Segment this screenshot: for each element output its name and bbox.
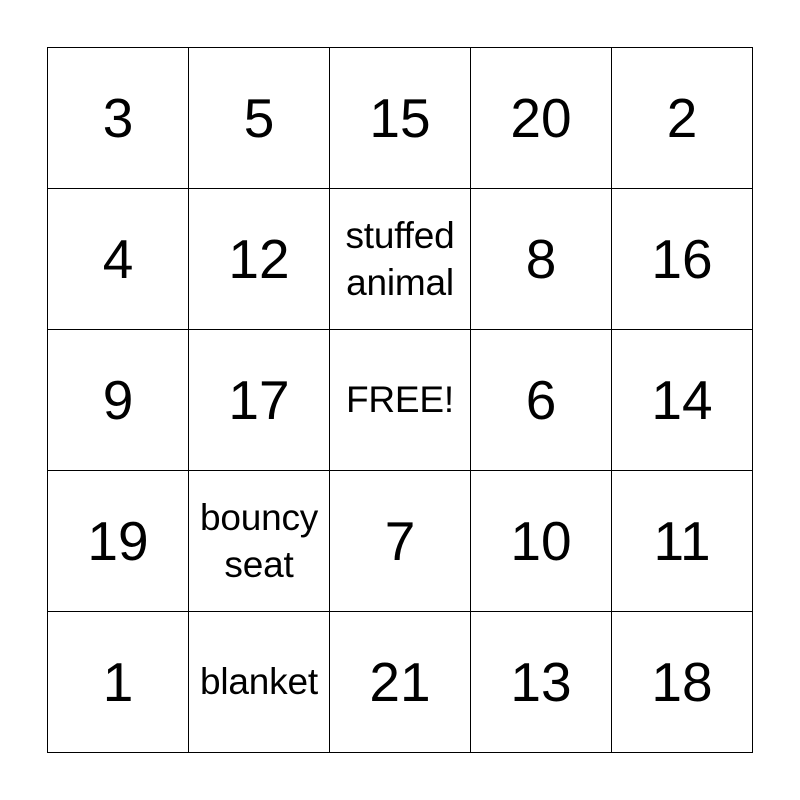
bingo-cell-r4c3[interactable]: 7 — [330, 471, 471, 612]
bingo-cell-r1c2[interactable]: 5 — [189, 48, 330, 189]
bingo-cell-r4c5[interactable]: 11 — [612, 471, 753, 612]
bingo-cell-r1c3[interactable]: 15 — [330, 48, 471, 189]
bingo-free-space[interactable]: FREE! — [330, 330, 471, 471]
bingo-cell-r2c5[interactable]: 16 — [612, 189, 753, 330]
bingo-cell-r1c1[interactable]: 3 — [48, 48, 189, 189]
bingo-cell-r5c2[interactable]: blanket — [189, 612, 330, 753]
bingo-cell-r3c4[interactable]: 6 — [471, 330, 612, 471]
bingo-cell-r2c1[interactable]: 4 — [48, 189, 189, 330]
bingo-cell-r2c4[interactable]: 8 — [471, 189, 612, 330]
bingo-cell-r5c1[interactable]: 1 — [48, 612, 189, 753]
bingo-board — [47, 47, 753, 753]
bingo-cell-r4c1[interactable]: 19 — [48, 471, 189, 612]
bingo-cell-r5c3[interactable]: 21 — [330, 612, 471, 753]
bingo-cell-r3c2[interactable]: 17 — [189, 330, 330, 471]
bingo-cell-r3c1[interactable]: 9 — [48, 330, 189, 471]
bingo-cell-r4c4[interactable]: 10 — [471, 471, 612, 612]
bingo-cell-r5c5[interactable]: 18 — [612, 612, 753, 753]
bingo-cell-r2c2[interactable]: 12 — [189, 189, 330, 330]
bingo-cell-r1c4[interactable]: 20 — [471, 48, 612, 189]
bingo-cell-r1c5[interactable]: 2 — [612, 48, 753, 189]
bingo-cell-r2c3[interactable]: stuffed animal — [330, 189, 471, 330]
bingo-cell-r5c4[interactable]: 13 — [471, 612, 612, 753]
bingo-cell-r4c2[interactable]: bouncy seat — [189, 471, 330, 612]
bingo-cell-r3c5[interactable]: 14 — [612, 330, 753, 471]
